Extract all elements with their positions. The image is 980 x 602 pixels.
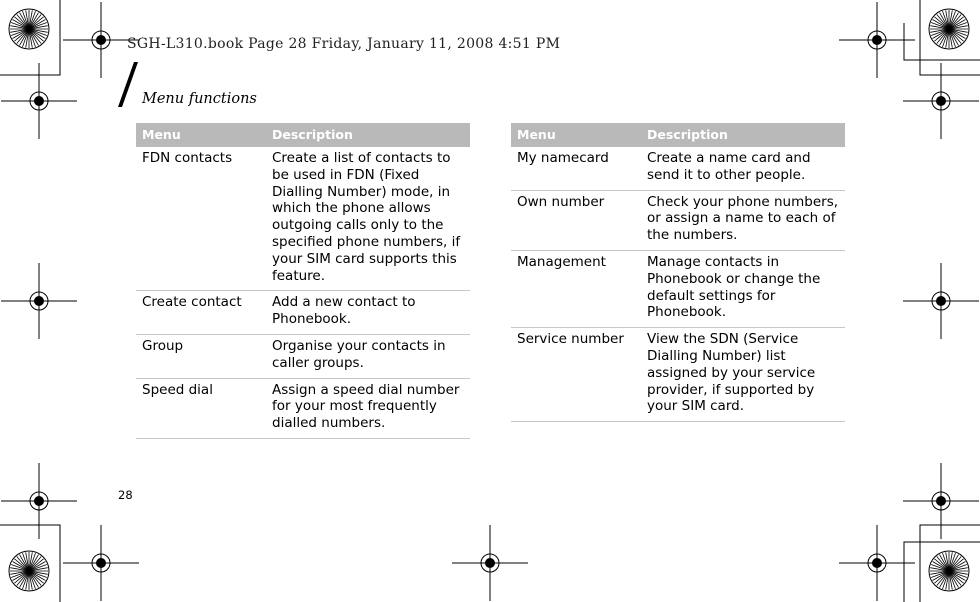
description-cell: Check your phone numbers, or assign a name to each of the numbers. xyxy=(641,190,845,250)
crosshair-mark-icon xyxy=(903,263,979,339)
starburst-mark-icon xyxy=(9,551,49,591)
menu-cell: FDN contacts xyxy=(136,147,266,291)
column-header-menu: Menu xyxy=(136,123,266,147)
table-row xyxy=(136,378,470,438)
description-cell: Create a list of contacts to be used in FDN (Fixed Dialling Number) mode, in which the phone allows outgoing calls only to the specified phone numbers, if your SIM card supports this feature. xyxy=(266,147,470,291)
crosshair-mark-icon xyxy=(1,63,77,139)
crosshair-mark-icon xyxy=(903,63,979,139)
menu-table-right xyxy=(511,123,845,422)
table-header-row xyxy=(511,123,845,147)
menu-cell: My namecard xyxy=(511,147,641,190)
column-header-description: Description xyxy=(266,123,470,147)
column-header-description: Description xyxy=(641,123,845,147)
crosshair-mark-icon xyxy=(903,463,979,539)
menu-cell: Create contact xyxy=(136,291,266,335)
description-cell: Organise your contacts in caller groups. xyxy=(266,334,470,378)
table-row xyxy=(511,147,845,190)
section-title: Menu functions xyxy=(142,91,257,107)
starburst-mark-icon xyxy=(929,9,969,49)
section-title-bar xyxy=(118,62,138,107)
description-cell: View the SDN (Service Dialling Number) list assigned by your service provider, if supported by your SIM card. xyxy=(641,328,845,422)
crosshair-mark-icon xyxy=(452,525,528,601)
description-cell: Create a name card and send it to other people. xyxy=(641,147,845,190)
menu-cell: Speed dial xyxy=(136,378,266,438)
column-header-menu: Menu xyxy=(511,123,641,147)
description-cell: Add a new contact to Phonebook. xyxy=(266,291,470,335)
table-row xyxy=(511,328,845,422)
print-header-line: SGH-L310.book Page 28 Friday, January 11, 2008 4:51 PM xyxy=(127,36,561,52)
description-cell: Assign a speed dial number for your most frequently dialled numbers. xyxy=(266,378,470,438)
menu-table-left xyxy=(136,123,470,439)
menu-cell: Own number xyxy=(511,190,641,250)
crosshair-mark-icon xyxy=(1,463,77,539)
crosshair-mark-icon xyxy=(839,2,915,78)
crosshair-mark-icon xyxy=(1,263,77,339)
table-row xyxy=(136,291,470,335)
starburst-mark-icon xyxy=(929,551,969,591)
table-row xyxy=(511,190,845,250)
table-row xyxy=(511,250,845,327)
page-number: 28 xyxy=(118,488,133,502)
description-cell: Manage contacts in Phonebook or change the default settings for Phonebook. xyxy=(641,250,845,327)
menu-cell: Service number xyxy=(511,328,641,422)
table-row xyxy=(136,334,470,378)
table-row xyxy=(136,147,470,291)
crosshair-mark-icon xyxy=(63,525,139,601)
starburst-mark-icon xyxy=(9,9,49,49)
menu-cell: Group xyxy=(136,334,266,378)
table-header-row xyxy=(136,123,470,147)
menu-cell: Management xyxy=(511,250,641,327)
